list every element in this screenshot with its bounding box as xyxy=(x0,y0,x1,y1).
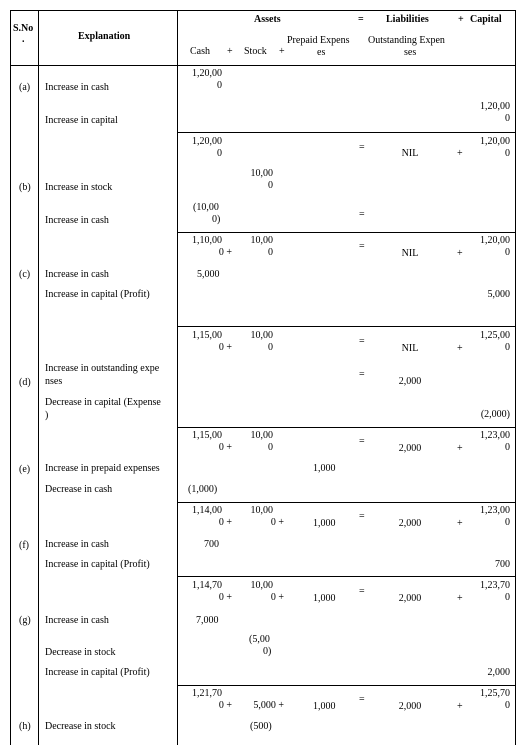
total3-plus: + xyxy=(457,343,463,354)
header-explanation: Explanation xyxy=(78,31,131,42)
header-prepaid-expenses-wrap: es xyxy=(317,47,326,58)
a-cash-value-wrap: 0 xyxy=(217,80,222,91)
a-cash-explanation: Increase in cash xyxy=(45,82,109,93)
total1-capital-wrap: 0 xyxy=(505,148,510,159)
d-outstanding-explanation-wrap: nses xyxy=(45,376,63,387)
total2-stock-wrap: 0 xyxy=(268,247,273,258)
header-outstanding-expenses: Outstanding Expen xyxy=(368,35,445,46)
g-stock-value: (5,00 xyxy=(249,634,270,645)
total4-plus: + xyxy=(457,443,463,454)
d-capital-explanation-wrap: ) xyxy=(45,410,49,421)
e-prepaid-value: 1,000 xyxy=(313,463,336,474)
subtotal-rule-3 xyxy=(177,326,516,327)
d-outstanding-explanation: Increase in outstanding expe xyxy=(45,363,160,374)
total6-stock: 10,00 xyxy=(250,580,273,591)
total2-cash-wrap: 0 + xyxy=(218,247,232,258)
total6-plus: + xyxy=(457,593,463,604)
total5-capital: 1,23,00 xyxy=(480,505,510,516)
total4-liabilities: 2,000 xyxy=(398,443,422,454)
header-stock: Stock xyxy=(244,46,267,57)
b-stock-explanation: Increase in stock xyxy=(45,182,113,193)
header-equals: = xyxy=(358,14,364,25)
total1-cash-wrap: 0 xyxy=(217,148,222,159)
header-sno-dot: . xyxy=(22,34,25,45)
a-cash-value: 1,20,00 xyxy=(192,68,222,79)
total1-liabilities: NIL xyxy=(401,148,419,159)
total6-liabilities: 2,000 xyxy=(398,593,422,604)
total4-capital-wrap: 0 xyxy=(505,442,510,453)
e-cash-explanation: Decrease in cash xyxy=(45,484,113,495)
g-stock-explanation: Decrease in stock xyxy=(45,647,116,658)
total7-cash: 1,21,70 xyxy=(192,688,222,699)
g-cash-explanation: Increase in cash xyxy=(45,615,109,626)
row-label-h: (h) xyxy=(19,721,31,732)
total3-capital-wrap: 0 xyxy=(505,342,510,353)
total6-cash-wrap: 0 + xyxy=(218,592,232,603)
e-prepaid-explanation: Increase in prepaid expenses xyxy=(45,463,160,474)
g-stock-value-wrap: 0) xyxy=(263,646,272,657)
subtotal-rule-5 xyxy=(177,502,516,503)
a-capital-explanation: Increase in capital xyxy=(45,115,118,126)
row-label-e: (e) xyxy=(19,464,31,475)
row-label-d: (d) xyxy=(19,377,31,388)
subtotal-rule-4 xyxy=(177,427,516,428)
c-cash-value: 5,000 xyxy=(197,269,220,280)
total5-cash: 1,14,00 xyxy=(192,505,222,516)
total2-plus: + xyxy=(457,248,463,259)
d-equals: = xyxy=(359,369,365,380)
total7-plus: + xyxy=(457,701,463,712)
total4-cash-wrap: 0 + xyxy=(218,442,232,453)
total4-cash: 1,15,00 xyxy=(192,430,222,441)
total2-stock: 10,00 xyxy=(250,235,273,246)
total6-capital-wrap: 0 xyxy=(505,592,510,603)
row-label-b: (b) xyxy=(19,182,31,193)
header-plus: + xyxy=(458,14,464,25)
h-stock-explanation: Decrease in stock xyxy=(45,721,116,732)
total3-equals: = xyxy=(359,336,365,347)
total1-plus: + xyxy=(457,148,463,159)
total3-stock: 10,00 xyxy=(250,330,273,341)
total4-capital: 1,23,00 xyxy=(480,430,510,441)
subtotal-rule-2 xyxy=(177,232,516,233)
total3-cash-wrap: 0 + xyxy=(218,342,232,353)
row-label-c: (c) xyxy=(19,269,31,280)
explanation-column-divider xyxy=(177,10,178,745)
g-capital-value: 2,000 xyxy=(487,667,510,678)
d-outstanding-value: 2,000 xyxy=(398,376,422,387)
b-cash-explanation: Increase in cash xyxy=(45,215,109,226)
header-liabilities: Liabilities xyxy=(386,14,429,25)
subtotal-rule-6 xyxy=(177,576,516,577)
c-cash-explanation: Increase in cash xyxy=(45,269,109,280)
h-stock-value: (500) xyxy=(250,721,272,732)
b-stock-value: 10,00 xyxy=(250,168,273,179)
total2-capital-wrap: 0 xyxy=(505,247,510,258)
total7-stock: 5,000 + xyxy=(253,700,284,711)
g-cash-value: 7,000 xyxy=(196,615,219,626)
row-label-g: (g) xyxy=(19,615,31,626)
total6-capital: 1,23,70 xyxy=(480,580,510,591)
total1-capital: 1,20,00 xyxy=(480,136,510,147)
subtotal-rule-7 xyxy=(177,685,516,686)
border-top xyxy=(10,10,516,11)
total2-capital: 1,20,00 xyxy=(480,235,510,246)
header-prepaid-expenses: Prepaid Expens xyxy=(287,35,350,46)
c-capital-explanation: Increase in capital (Profit) xyxy=(45,289,150,300)
header-plus-stock: + xyxy=(279,46,285,57)
header-cash: Cash xyxy=(190,46,210,57)
b-cash-value-wrap: 0) xyxy=(212,214,221,225)
total5-plus: + xyxy=(457,518,463,529)
total2-liabilities: NIL xyxy=(401,248,419,259)
total5-equals: = xyxy=(359,511,365,522)
row-label-f: (f) xyxy=(19,540,29,551)
g-capital-explanation: Increase in capital (Profit) xyxy=(45,667,150,678)
total7-cash-wrap: 0 + xyxy=(218,700,232,711)
subtotal-rule-1 xyxy=(177,132,516,133)
b-equals: = xyxy=(359,209,365,220)
total3-capital: 1,25,00 xyxy=(480,330,510,341)
total6-stock-wrap: 0 + xyxy=(270,592,284,603)
total4-stock-wrap: 0 xyxy=(268,442,273,453)
total1-cash: 1,20,00 xyxy=(192,136,222,147)
total7-capital: 1,25,70 xyxy=(480,688,510,699)
total5-prepaid: 1,000 xyxy=(313,518,336,529)
a-capital-value-wrap: 0 xyxy=(505,113,510,124)
total1-equals: = xyxy=(359,142,365,153)
total4-equals: = xyxy=(359,436,365,447)
f-cash-value: 700 xyxy=(204,539,219,550)
header-sno: S.No xyxy=(13,23,34,34)
total2-equals: = xyxy=(359,241,365,252)
header-assets: Assets xyxy=(254,14,281,25)
f-cash-explanation: Increase in cash xyxy=(45,539,109,550)
total5-cash-wrap: 0 + xyxy=(218,517,232,528)
f-capital-value: 700 xyxy=(495,559,510,570)
total3-cash: 1,15,00 xyxy=(192,330,222,341)
header-plus-cash: + xyxy=(227,46,233,57)
e-cash-value: (1,000) xyxy=(188,484,218,495)
b-stock-value-wrap: 0 xyxy=(268,180,273,191)
total6-prepaid: 1,000 xyxy=(313,593,336,604)
total5-stock: 10,00 xyxy=(250,505,273,516)
a-capital-value: 1,20,00 xyxy=(480,101,510,112)
c-capital-value: 5,000 xyxy=(487,289,510,300)
total7-capital-wrap: 0 xyxy=(505,700,510,711)
border-left xyxy=(10,10,11,745)
sno-column-divider xyxy=(38,10,39,745)
b-cash-value: (10,00 xyxy=(193,202,219,213)
total6-equals: = xyxy=(359,586,365,597)
total3-liabilities: NIL xyxy=(401,343,419,354)
header-outstanding-expenses-wrap: ses xyxy=(404,47,417,58)
total3-stock-wrap: 0 xyxy=(268,342,273,353)
header-bottom-rule xyxy=(10,65,516,66)
d-capital-value: (2,000) xyxy=(480,409,510,420)
total4-stock: 10,00 xyxy=(250,430,273,441)
total2-cash: 1,10,00 xyxy=(192,235,222,246)
header-capital: Capital xyxy=(470,14,502,25)
total7-prepaid: 1,000 xyxy=(313,701,336,712)
d-capital-explanation: Decrease in capital (Expense xyxy=(45,397,161,408)
total6-cash: 1,14,70 xyxy=(192,580,222,591)
total7-liabilities: 2,000 xyxy=(398,701,422,712)
total5-capital-wrap: 0 xyxy=(505,517,510,528)
total7-equals: = xyxy=(359,694,365,705)
total5-liabilities: 2,000 xyxy=(398,518,422,529)
total5-stock-wrap: 0 + xyxy=(270,517,284,528)
f-capital-explanation: Increase in capital (Profit) xyxy=(45,559,150,570)
border-right xyxy=(515,10,516,745)
row-label-a: (a) xyxy=(19,82,31,93)
